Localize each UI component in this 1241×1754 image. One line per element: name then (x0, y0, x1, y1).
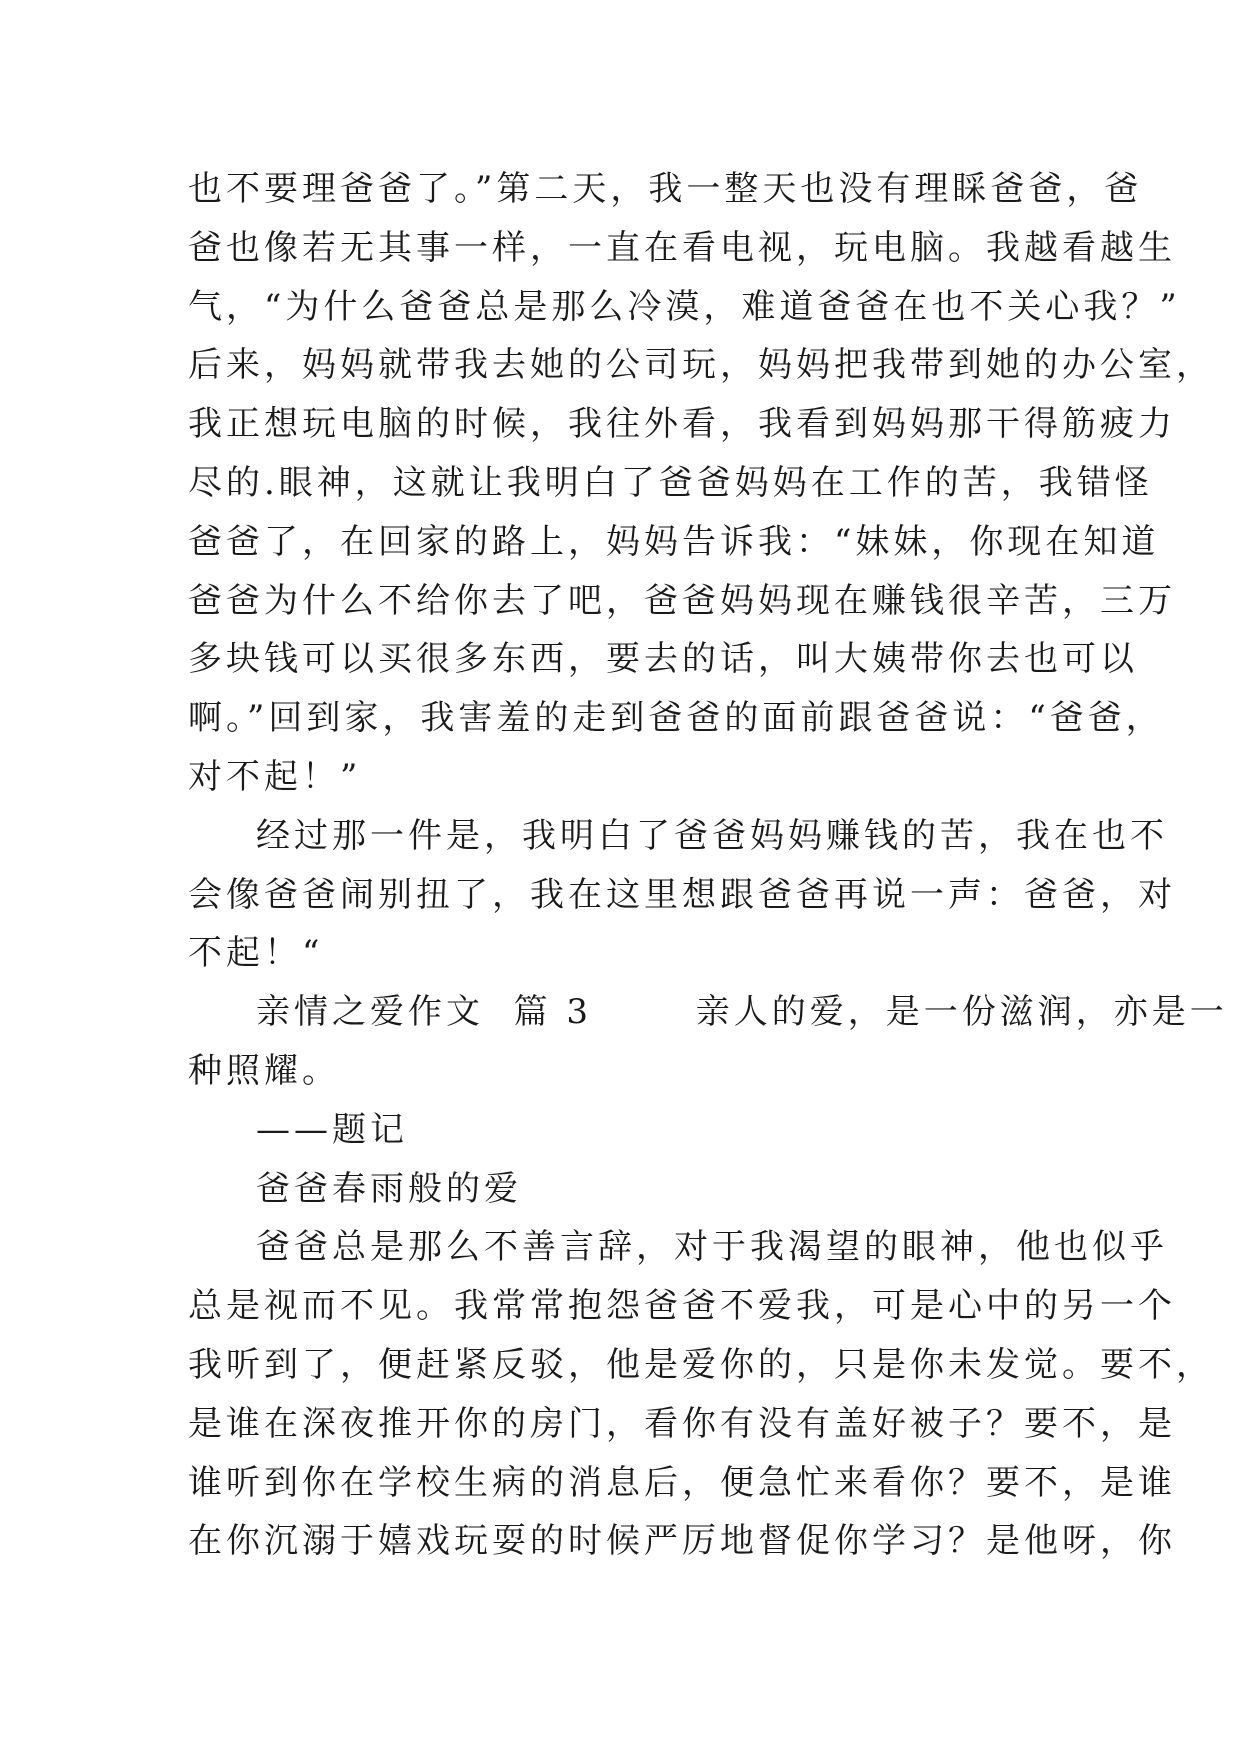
text-line: 啊。”回到家，我害羞的走到爸爸的面前跟爸爸说：“爸爸， (188, 698, 1164, 739)
text-line: 多块钱可以买很多东西，要去的话，叫大姨带你去也可以 (188, 639, 1138, 680)
text-line: 后来，妈妈就带我去她的公司玩，妈妈把我带到她的办公室， (188, 345, 1214, 386)
text-line: 不起！“ (188, 933, 324, 974)
section-heading-line: 亲情之爱作文 篇 3 亲人的爱，是一份滋润，亦是一 (256, 992, 1228, 1033)
text-line: 谁听到你在学校生病的消息后，便急忙来看你？要不，是谁 (188, 1462, 1176, 1503)
text-line: 爸爸为什么不给你去了吧，爸爸妈妈现在赚钱很辛苦，三万 (188, 580, 1176, 621)
body-text (188, 160, 1228, 1571)
text-line: 爸爸了，在回家的路上，妈妈告诉我：“妹妹，你现在知道 (188, 521, 1160, 562)
text-line: 种照耀。 (188, 1050, 340, 1091)
text-line: 总是视而不见。我常常抱怨爸爸不爱我，可是心中的另一个 (188, 1286, 1176, 1327)
text-line: 爸也像若无其事一样，一直在看电视，玩电脑。我越看越生 (188, 227, 1176, 268)
paragraph-start-line: 爸爸总是那么不善言辞，对于我渴望的眼神，他也似乎 (256, 1227, 1168, 1268)
text-line: 我正想玩电脑的时候，我往外看，我看到妈妈那干得筋疲力 (188, 404, 1176, 445)
text-line: 我听到了，便赶紧反驳，他是爱你的，只是你未发觉。要不， (188, 1344, 1214, 1385)
epigraph-attribution: ——题记 (256, 1109, 408, 1150)
essay-title: 爸爸春雨般的爱 (256, 1168, 522, 1209)
text-line: 对不起！” (188, 756, 362, 797)
text-line: 尽的.眼神，这就让我明白了爸爸妈妈在工作的苦，我错怪 (188, 462, 1153, 503)
text-line: 气，“为什么爸爸总是那么冷漠，难道爸爸在也不关心我？” (188, 286, 1181, 327)
paragraph-start-line: 经过那一件是，我明白了爸爸妈妈赚钱的苦，我在也不 (256, 815, 1168, 856)
text-line: 会像爸爸闹别扭了，我在这里想跟爸爸再说一声：爸爸，对 (188, 874, 1176, 915)
text-line: 在你沉溺于嬉戏玩耍的时候严厉地督促你学习？是他呀，你 (188, 1521, 1176, 1562)
text-line: 也不要理爸爸了。”第二天，我一整天也没有理睬爸爸，爸 (188, 169, 1143, 209)
text-line: 是谁在深夜推开你的房门，看你有没有盖好被子？要不，是 (188, 1403, 1176, 1444)
